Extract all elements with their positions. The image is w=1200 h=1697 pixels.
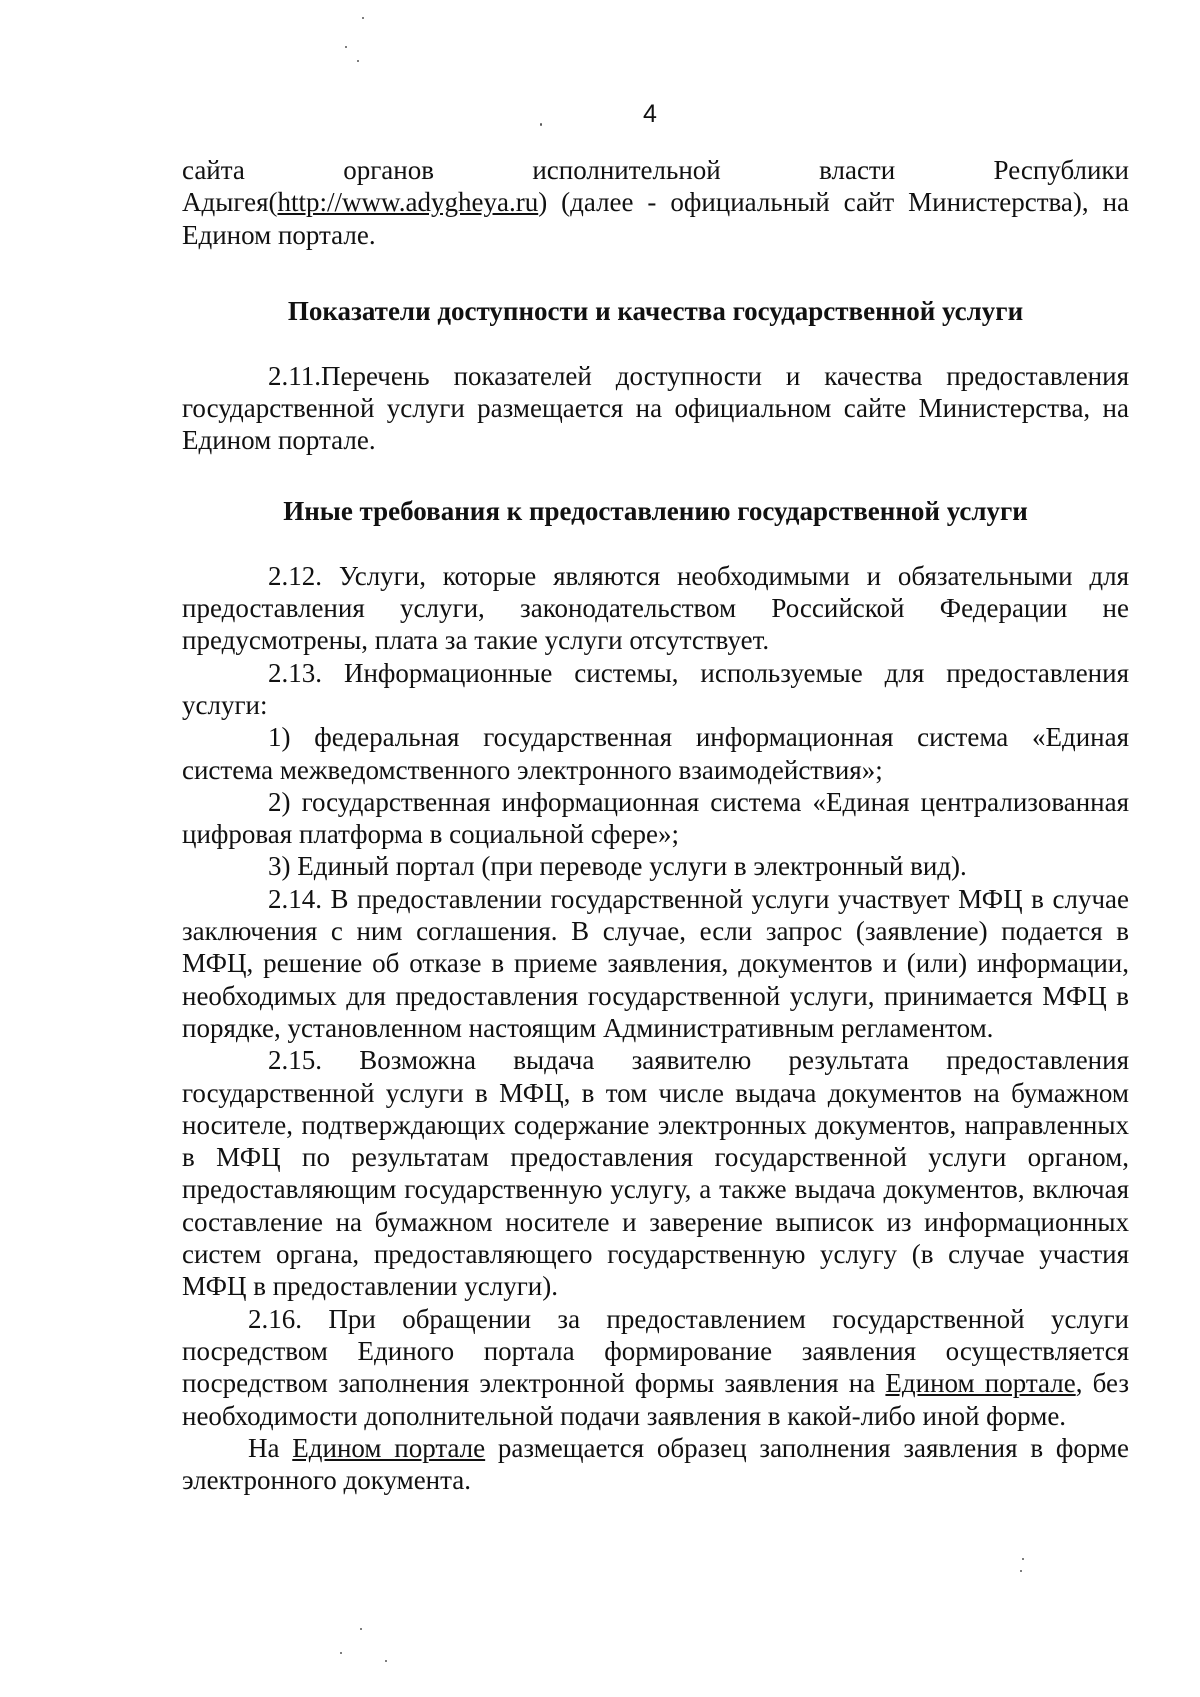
document-body <box>182 154 1129 1496</box>
paragraph-2-12: 2.12. Услуги, которые являются необходимыми и обязательными для предоставления услуги, законодательством Российской Федерации не предусмотрены, плата за такие услуги отсутствует. <box>182 560 1129 656</box>
paragraph-2-14: 2.14. В предоставлении государственной услуги участвует МФЦ в случае заключения с ним соглашения. В случае, если запрос (заявление) подается в МФЦ, решение об отказе в приеме заявления, документов и (или) информации, необходимых для предоставления государственной услуги, принимается МФЦ в порядке, установленном настоящим Административным регламентом. <box>182 883 1129 1043</box>
paragraph-2-11: 2.11.Перечень показателей доступности и качества предоставления государственной услуги размещается на официальном сайте Министерства, на Едином портале. <box>182 360 1129 456</box>
paragraph-2-15: 2.15. Возможна выдача заявителю результата предоставления государственной услуги в МФЦ, в том числе выдача документов на бумажном носителе, подтверждающих содержание электронных документов, направленных в МФЦ по результатам предоставления государственной услуги органом, предоставляющим государственную услугу, а также выдача документов, включая составление на бумажном носителе и заверение выписок из информационных систем органа, предоставляющего государственную услугу (в случае участия МФЦ в предоставлении услуги). <box>182 1045 1129 1302</box>
page-number: 4 <box>643 100 657 128</box>
scan-speck <box>385 1660 387 1662</box>
list-item-2-13-2: 2) государственная информационная система «Единая централизованная цифровая платформа в социальной сфере»; <box>182 786 1129 850</box>
scan-speck <box>345 46 347 48</box>
portal-link[interactable]: Едином портале <box>292 1432 486 1463</box>
scan-speck <box>362 17 364 19</box>
scan-speck <box>540 123 542 126</box>
paragraph-2-13: 2.13. Информационные системы, используемые для предоставления услуги: <box>182 657 1129 720</box>
paragraph-2-16: 2.16. При обращении за предоставлением государственной услуги посредством Единого портала формирование заявления осуществляется посредством заполнения электронной формы заявления на Едином портале, без необходимости дополнительной подачи заявления в какой-либо иной форме. <box>182 1303 1129 1431</box>
section-heading-other-requirements: Иные требования к предоставлению государственной услуги <box>283 495 1028 526</box>
site-link[interactable]: http://www.adygheya.ru <box>277 187 539 218</box>
scan-speck <box>1022 1558 1024 1560</box>
section-heading-indicators: Показатели доступности и качества государственной услуги <box>287 295 1024 326</box>
scan-speck <box>340 1652 342 1654</box>
list-item-2-13-1: 1) федеральная государственная информационная система «Единая система межведомственного электронного взаимодействия»; <box>182 722 1129 785</box>
scan-speck <box>360 1628 362 1630</box>
scan-speck <box>357 60 359 62</box>
scan-speck <box>1020 1570 1022 1572</box>
paragraph-sample-form: На Едином портале размещается образец заполнения заявления в форме электронного документа. <box>182 1432 1130 1496</box>
paragraph-site-continuation: сайта органов исполнительной власти Республики Адыгея(http://www.adygheya.ru) (далее - официальный сайт Министерства), на Едином портале. <box>182 155 1129 250</box>
portal-link[interactable]: Едином портале <box>885 1368 1076 1399</box>
list-item-2-13-3: 3) Единый портал (при переводе услуги в электронный вид). <box>268 851 967 882</box>
